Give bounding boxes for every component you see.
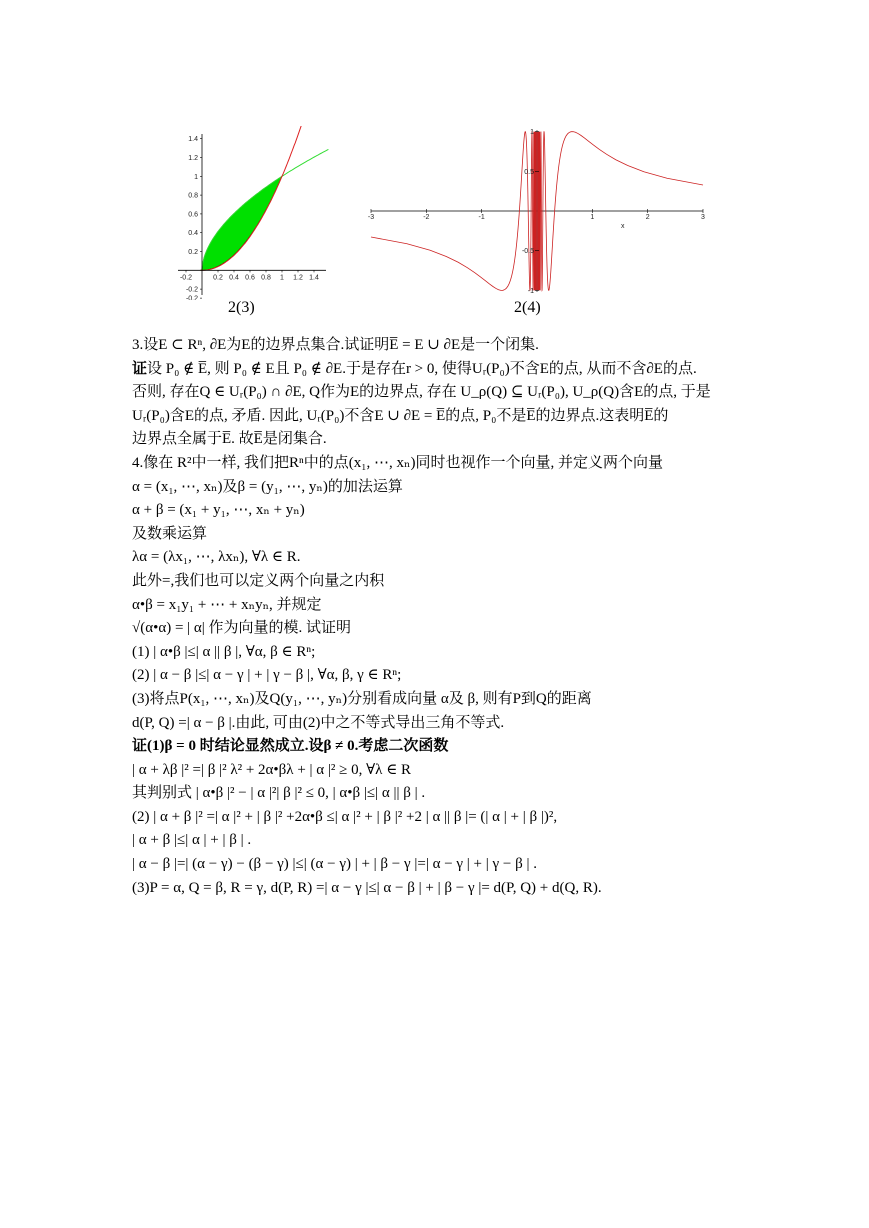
y-tick-label: -0.2	[185, 295, 198, 300]
problem-3-proof-line-4: 边界点全属于E̅. 故E̅是闭集合.	[132, 431, 327, 448]
y-tick-label: 0.5	[524, 168, 534, 176]
problem-4-line-12: d(P, Q) =| α − β |.由此, 可由(2)中之不等式导出三角不等式.	[132, 714, 505, 731]
y-tick-label: 1.4	[188, 136, 198, 144]
y-tick-label: 0.4	[188, 230, 198, 238]
x-tick-label: 1.2	[293, 274, 303, 282]
proof-label: 证	[132, 738, 148, 755]
y-tick-label: 0.6	[188, 211, 198, 219]
x-tick-label: 1	[280, 274, 284, 282]
problem-4-line-7: α•β = x₁y₁ + ⋯ + xₙyₙ, 并规定	[132, 596, 322, 613]
proof-label: 证	[132, 360, 148, 377]
problem-4-line-1: 4.像在 R²中一样, 我们把Rⁿ中的点(x₁, ⋯, xₙ)同时也视作一个向量, 并定义两个向量	[132, 454, 663, 471]
x-tick-label: -3	[367, 214, 375, 221]
problem-4-line-4: 及数乘运算	[132, 525, 208, 542]
problem-3-proof-line-2: 否则, 存在Q ∈ Uᵣ(P₀) ∩ ∂E, Q作为E的边界点, 存在 U_ρ(Q) ⊆ Uᵣ(P₀), U_ρ(Q)含E的点, 于是	[132, 384, 711, 401]
x-tick-label: 1.4	[309, 274, 319, 282]
problem-4-proof-line-2: | α + λβ |² =| β |² λ² + 2α•βλ + | α |² ≥ 0, ∀λ ∈ R	[132, 761, 412, 778]
x-tick-label: -0.2	[179, 274, 193, 282]
x-tick-label: 0.4	[229, 274, 239, 282]
x-tick-label: -1	[478, 214, 485, 221]
problem-4-line-6: 此外=,我们也可以定义两个向量之内积	[132, 572, 385, 589]
problem-4-proof-line-5: | α + β |≤| α | + | β | .	[132, 832, 252, 849]
figure-2-4-caption: 2(4)	[514, 299, 541, 316]
x-tick-label: 0.6	[245, 274, 255, 282]
y-tick-label: 1	[530, 129, 534, 137]
problem-4-proof-line-3: 其判别式 | α•β |² − | α |²| β |² ≤ 0, | α•β |≤| α || β | .	[132, 785, 426, 802]
y-tick-label: 1	[194, 173, 198, 181]
problem-3-statement: 3.设E ⊂ Rⁿ, ∂E为E的边界点集合.试证明E̅ = E ∪ ∂E是一个闭集.	[132, 337, 539, 353]
x-tick-label: 1	[590, 214, 595, 221]
problem-4-line-5: λα = (λx₁, ⋯, λxₙ), ∀λ ∈ R.	[132, 549, 301, 566]
y-tick-label: 0.8	[188, 192, 198, 200]
y-tick-label: 0.2	[188, 249, 198, 257]
problem-4-proof-line-1: 证(1)β = 0 时结论显然成立.设β ≠ 0.考虑二次函数	[132, 738, 449, 755]
x-tick-label: 2	[645, 214, 650, 221]
problem-3-proof-line-1: 证设 P₀ ∉ E̅, 则 P₀ ∉ E且 P₀ ∉ ∂E.于是存在r > 0, 使得Uᵣ(P₀)不含E的点, 从而不含∂E的点.	[132, 360, 697, 377]
problem-4-proof-line-6: | α − β |=| (α − γ) − (β − γ) |≤| (α − γ) | + | β − γ |=| α − γ | + | γ − β | .	[132, 856, 537, 873]
problem-4-line-8: √(α•α) = | α| 作为向量的模. 试证明	[132, 620, 352, 637]
x-tick-label: 0.2	[213, 274, 223, 282]
problem-4-line-11: (3)将点P(x₁, ⋯, xₙ)及Q(y₁, ⋯, yₙ)分别看成向量 α及 β, 则有P到Q的距离	[132, 690, 592, 707]
shaded-region	[202, 176, 282, 270]
problem-4-proof-line-4: (2) | α + β |² =| α |² + | β |² +2α•β ≤| α |² + | β |² +2 | α || β |= (| α | + | β |)²,	[132, 808, 558, 825]
problem-4-line-10: (2) | α − β |≤| α − γ | + | γ − β |, ∀α, β, γ ∈ Rⁿ;	[132, 667, 402, 684]
problem-4-line-3: α + β = (x₁ + y₁, ⋯, xₙ + yₙ)	[132, 502, 305, 519]
x-tick-label: 0.8	[261, 274, 271, 282]
y-tick-label: 1.2	[188, 155, 198, 163]
figure-2-4-oscillation-plot	[365, 126, 710, 296]
problem-3-proof-line-3: Uᵣ(P₀)含E的点, 矛盾. 因此, Uᵣ(P₀)不含E ∪ ∂E = E̅的点, P₀不是E̅的边界点.这表明E̅的	[132, 407, 669, 424]
problem-4-line-9: (1) | α•β |≤| α || β |, ∀α, β ∈ Rⁿ;	[132, 643, 316, 660]
dense-oscillation	[535, 132, 538, 291]
problem-4-proof-line-7: (3)P = α, Q = β, R = γ, d(P, R) =| α − γ |≤| α − β | + | β − γ |= d(P, Q) + d(Q, R).	[132, 879, 602, 896]
y-tick-label: -0.2	[185, 286, 198, 294]
x-tick-label: -2	[423, 214, 430, 221]
x-tick-label: 3	[701, 214, 705, 221]
y-tick-label: -1	[527, 287, 534, 295]
y-tick-label: -0.5	[521, 248, 534, 256]
problem-text	[132, 334, 752, 900]
figure-2-3-caption: 2(3)	[228, 299, 255, 316]
figure-2-3-region-plot	[150, 126, 340, 300]
problem-4-line-2: α = (x₁, ⋯, xₙ)及β = (y₁, ⋯, yₙ)的加法运算	[132, 478, 403, 495]
x-axis-label: x	[621, 223, 625, 230]
